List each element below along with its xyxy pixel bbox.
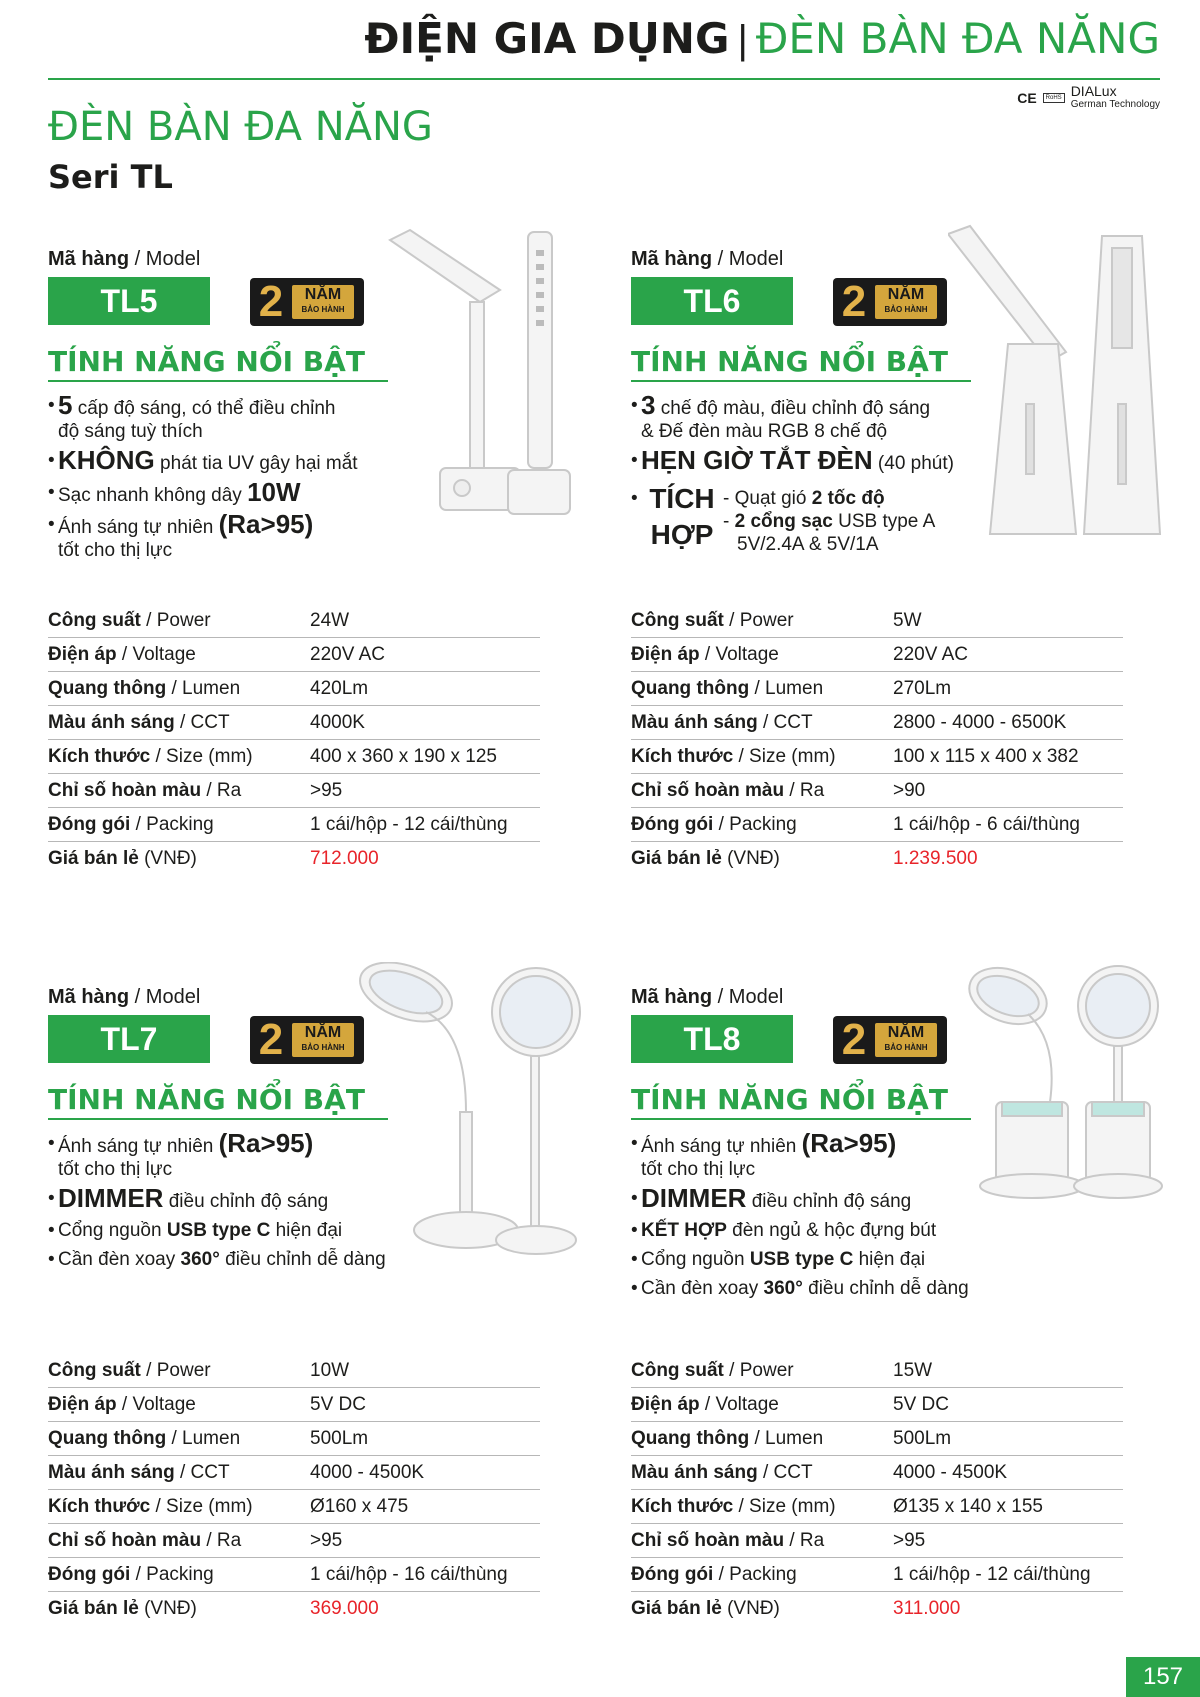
table-row: Kích thước / Size (mm) 400 x 360 x 190 x 125	[48, 740, 540, 774]
header-section: ĐÈN BÀN ĐA NĂNG	[755, 14, 1160, 63]
table-row: Công suất / Power 24W	[48, 604, 540, 638]
model-label: Mã hàng / Model	[631, 248, 784, 270]
feature-title: TÍNH NĂNG NỔI BẬT	[631, 345, 971, 382]
spec-table-tl7	[48, 1354, 540, 1625]
product-image-tl5	[380, 220, 580, 550]
table-row: Màu ánh sáng / CCT 2800 - 4000 - 6500K	[631, 706, 1123, 740]
product-image-tl8	[968, 962, 1168, 1252]
table-row: Công suất / Power 5W	[631, 604, 1123, 638]
certifications	[1017, 83, 1160, 110]
spec-table-tl5	[48, 604, 540, 875]
feature-item: • Cần đèn xoay 360° điều chỉnh dễ dàng	[48, 1248, 428, 1271]
feature-item: • DIMMER điều chỉnh độ sáng	[631, 1187, 1011, 1213]
model-label: Mã hàng / Model	[631, 986, 784, 1008]
table-row: Chỉ số hoàn màu / Ra >95	[48, 1524, 540, 1558]
retail-price: 712.000	[310, 847, 379, 869]
retail-price: 369.000	[310, 1597, 379, 1619]
feature-item: • Ánh sáng tự nhiên (Ra>95) tốt cho thị lực	[48, 1132, 428, 1181]
table-row: Kích thước / Size (mm) 100 x 115 x 400 x 382	[631, 740, 1123, 774]
table-row: Đóng gói / Packing 1 cái/hộp - 6 cái/thùng	[631, 808, 1123, 842]
page-header	[48, 14, 1160, 80]
header-separator: |	[737, 18, 748, 62]
table-row: Kích thước / Size (mm) Ø160 x 475	[48, 1490, 540, 1524]
model-code: TL8	[631, 1015, 793, 1063]
table-row: Điện áp / Voltage 220V AC	[48, 638, 540, 672]
model-code: TL7	[48, 1015, 210, 1063]
retail-price: 311.000	[893, 1597, 961, 1619]
product-image-tl7	[356, 962, 586, 1272]
product-image-tl6	[948, 224, 1168, 554]
feature-item: • KHÔNG phát tia UV gây hại mắt	[48, 449, 408, 475]
table-row: Đóng gói / Packing 1 cái/hộp - 12 cái/thùng	[48, 808, 540, 842]
table-row: Quang thông / Lumen 500Lm	[631, 1422, 1123, 1456]
page-title: ĐÈN BÀN ĐA NĂNG	[48, 104, 433, 150]
feature-list	[48, 390, 408, 562]
table-row: Đóng gói / Packing 1 cái/hộp - 12 cái/thùng	[631, 1558, 1123, 1592]
table-row: Màu ánh sáng / CCT 4000 - 4500K	[631, 1456, 1123, 1490]
table-row: Công suất / Power 10W	[48, 1354, 540, 1388]
warranty-badge: 2 NĂM BẢO HÀNH	[833, 1016, 947, 1064]
feature-list	[631, 1128, 1011, 1300]
feature-item: • Ánh sáng tự nhiên (Ra>95) tốt cho thị lực	[631, 1132, 1011, 1181]
feature-title: TÍNH NĂNG NỔI BẬT	[631, 1083, 971, 1120]
series-title: Seri TL	[48, 158, 173, 196]
feature-item: • DIMMER điều chỉnh độ sáng	[48, 1187, 428, 1213]
feature-item: • Cổng nguồn USB type C hiện đại	[631, 1248, 1011, 1271]
table-row: Kích thước / Size (mm) Ø135 x 140 x 155	[631, 1490, 1123, 1524]
model-label: Mã hàng / Model	[48, 248, 201, 270]
feature-item: • Sạc nhanh không dây 10W	[48, 481, 408, 507]
feature-item: • 3 chế độ màu, điều chỉnh độ sáng & Đế đèn màu RGB 8 chế độ	[631, 394, 991, 443]
warranty-badge: 2 NĂM BẢO HÀNH	[250, 1016, 364, 1064]
table-row: Điện áp / Voltage 5V DC	[631, 1388, 1123, 1422]
feature-item: • HẸN GIỜ TẮT ĐÈN (40 phút)	[631, 449, 991, 475]
warranty-badge: 2 NĂM BẢO HÀNH	[250, 278, 364, 326]
feature-item: • 5 cấp độ sáng, có thể điều chỉnh độ sáng tuỳ thích	[48, 394, 408, 443]
table-row: Giá bán lẻ (VNĐ) 712.000	[48, 842, 540, 876]
spec-table-tl6	[631, 604, 1123, 875]
table-row: Chỉ số hoàn màu / Ra >95	[48, 774, 540, 808]
feature-item: • Cổng nguồn USB type C hiện đại	[48, 1219, 428, 1242]
retail-price: 1.239.500	[893, 847, 978, 869]
table-row: Quang thông / Lumen 420Lm	[48, 672, 540, 706]
rohs-mark: RoHS	[1043, 93, 1065, 103]
table-row: Điện áp / Voltage 220V AC	[631, 638, 1123, 672]
header-category: ĐIỆN GIA DỤNG	[364, 14, 730, 63]
table-row: Điện áp / Voltage 5V DC	[48, 1388, 540, 1422]
spec-table-tl8	[631, 1354, 1123, 1625]
table-row: Chỉ số hoàn màu / Ra >95	[631, 1524, 1123, 1558]
table-row: Quang thông / Lumen 500Lm	[48, 1422, 540, 1456]
table-row: Giá bán lẻ (VNĐ) 311.000	[631, 1592, 1123, 1626]
page-number: 157	[1126, 1657, 1200, 1697]
table-row: Màu ánh sáng / CCT 4000 - 4500K	[48, 1456, 540, 1490]
feature-title: TÍNH NĂNG NỔI BẬT	[48, 345, 388, 382]
table-row: Giá bán lẻ (VNĐ) 369.000	[48, 1592, 540, 1626]
feature-item: • Cần đèn xoay 360° điều chỉnh dễ dàng	[631, 1277, 1011, 1300]
ce-mark: CE	[1017, 90, 1037, 106]
table-row: Quang thông / Lumen 270Lm	[631, 672, 1123, 706]
integrated-features: • TÍCH HỢP - Quạt gió 2 tốc độ - 2 cổng sạc USB type A 5V/2.4A & 5V/1A	[631, 481, 1171, 556]
model-code: TL6	[631, 277, 793, 325]
feature-list	[631, 390, 991, 475]
model-label: Mã hàng / Model	[48, 986, 201, 1008]
feature-title: TÍNH NĂNG NỔI BẬT	[48, 1083, 388, 1120]
table-row: Giá bán lẻ (VNĐ) 1.239.500	[631, 842, 1123, 876]
feature-item: • KẾT HỢP đèn ngủ & hộc đựng bút	[631, 1219, 1011, 1242]
warranty-badge: 2 NĂM BẢO HÀNH	[833, 278, 947, 326]
table-row: Chỉ số hoàn màu / Ra >90	[631, 774, 1123, 808]
table-row: Đóng gói / Packing 1 cái/hộp - 16 cái/thùng	[48, 1558, 540, 1592]
table-row: Màu ánh sáng / CCT 4000K	[48, 706, 540, 740]
model-code: TL5	[48, 277, 210, 325]
table-row: Công suất / Power 15W	[631, 1354, 1123, 1388]
dialux-logo: DIALux German Technology	[1070, 83, 1160, 110]
feature-item: • Ánh sáng tự nhiên (Ra>95) tốt cho thị lực	[48, 513, 408, 562]
